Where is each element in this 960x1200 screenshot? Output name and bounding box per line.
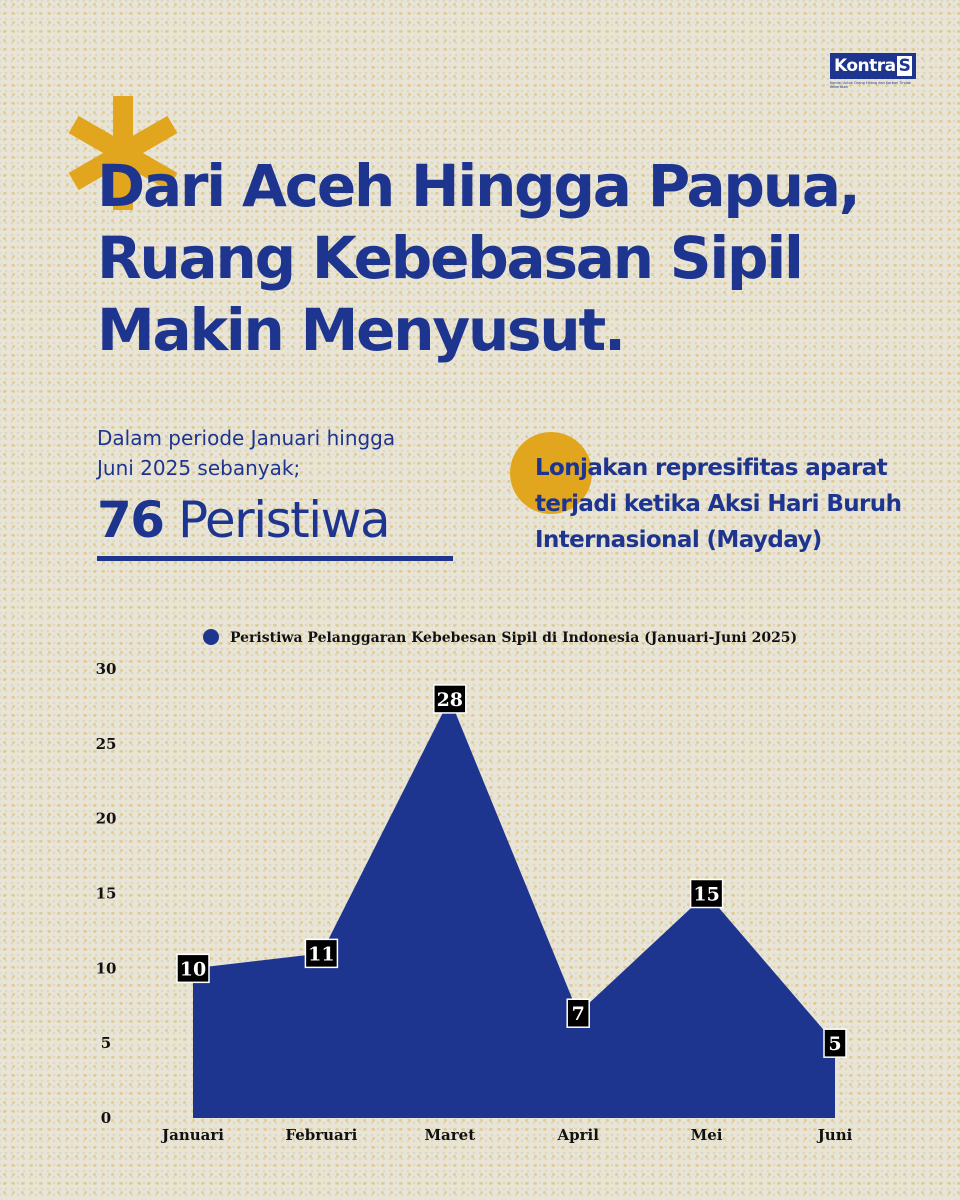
x-axis xyxy=(160,1126,853,1144)
x-tick-label: Januari xyxy=(162,1126,224,1144)
page-title xyxy=(97,150,859,366)
kontras-logo xyxy=(830,53,918,93)
legend-marker xyxy=(203,629,219,645)
x-tick-label: Juni xyxy=(817,1126,853,1144)
title-line: Makin Menyusut. xyxy=(97,296,624,364)
data-label xyxy=(824,1029,846,1057)
total-underline xyxy=(97,556,453,561)
data-label xyxy=(305,939,337,967)
intro-text: Dalam periode Januari hingga Juni 2025 sebanyak; xyxy=(97,426,396,480)
data-label-text: 10 xyxy=(179,958,207,981)
y-tick-label: 15 xyxy=(95,884,117,903)
total-number: 76 xyxy=(97,491,164,549)
data-label-text: 5 xyxy=(828,1033,842,1056)
data-label-text: 28 xyxy=(436,688,464,711)
data-label-text: 7 xyxy=(571,1003,585,1026)
legend-label: Peristiwa Pelanggaran Kebebesan Sipil di Indonesia (Januari-Juni 2025) xyxy=(230,630,798,646)
logo-tagline: Komisi Untuk Orang Hilang dan Korban Tindak Kekerasan xyxy=(830,81,911,89)
y-tick-label: 0 xyxy=(100,1109,112,1127)
y-tick-label: 20 xyxy=(95,809,117,828)
title-line: Ruang Kebebasan Sipil xyxy=(97,224,802,292)
data-label xyxy=(691,880,723,908)
area-chart xyxy=(0,610,960,1170)
y-tick-label: 30 xyxy=(95,660,117,678)
y-tick-label: 10 xyxy=(95,959,117,978)
y-tick-label: 25 xyxy=(95,734,117,753)
x-tick-label: April xyxy=(557,1126,599,1144)
series-area xyxy=(193,699,835,1118)
highlight-note: Lonjakan represifitas aparat terjadi ketika Aksi Hari Buruh Internasional (Mayday) xyxy=(535,455,902,553)
logo-wordmark: Kontra S xyxy=(830,53,916,79)
data-label xyxy=(567,999,589,1027)
total-count xyxy=(97,490,389,550)
x-tick-label: Maret xyxy=(424,1126,476,1144)
y-tick-label: 5 xyxy=(100,1034,112,1053)
title-line: Dari Aceh Hingga Papua, xyxy=(97,152,859,220)
x-tick-label: Februari xyxy=(285,1126,358,1144)
y-axis xyxy=(96,660,117,1127)
x-tick-label: Mei xyxy=(690,1126,723,1144)
data-label-text: 15 xyxy=(693,883,720,906)
data-label xyxy=(177,954,209,982)
data-label xyxy=(434,685,466,713)
data-label-text: 11 xyxy=(308,943,335,966)
total-label: Peristiwa xyxy=(178,491,390,549)
